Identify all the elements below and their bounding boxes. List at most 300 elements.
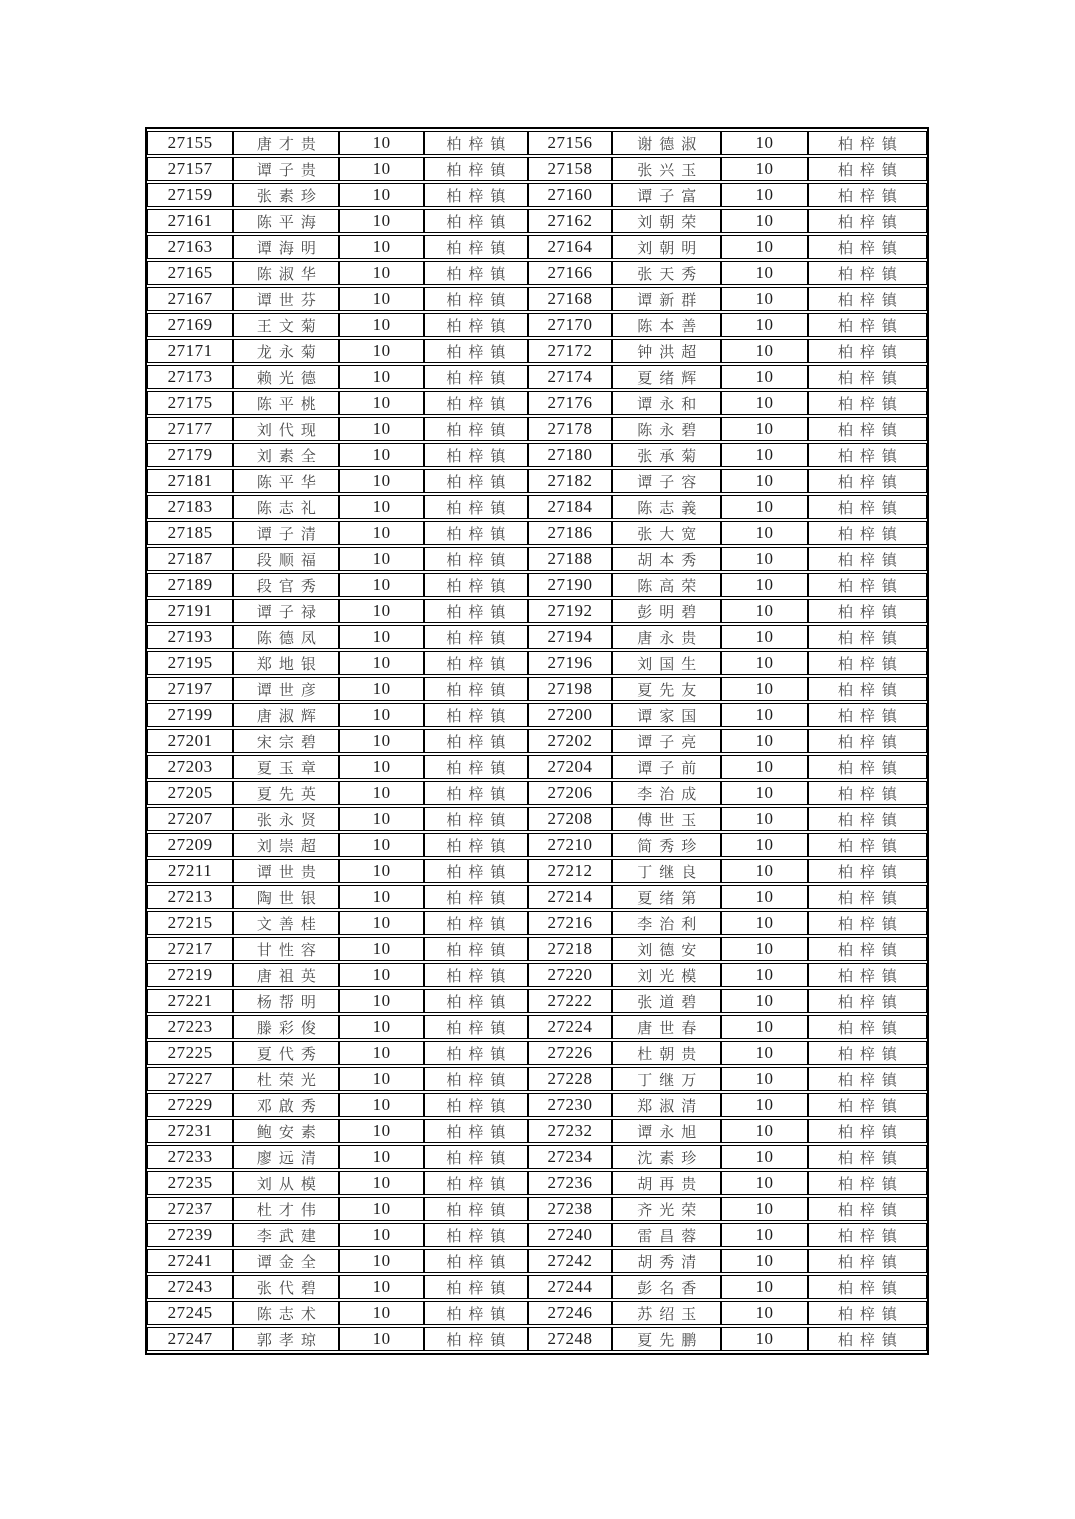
name-cell: 郭孝琼: [233, 1327, 339, 1351]
table-row: [147, 755, 927, 779]
amount-cell: 10: [721, 573, 807, 597]
amount-cell: 10: [721, 599, 807, 623]
name-cell: 刘从模: [233, 1171, 339, 1195]
town-cell: 柏梓镇: [424, 937, 528, 961]
name-cell: 刘朝明: [612, 235, 721, 259]
table-row: [147, 235, 927, 259]
name-cell: 刘光模: [612, 963, 721, 987]
id-cell: 27247: [147, 1327, 233, 1351]
town-cell: 柏梓镇: [424, 755, 528, 779]
name-cell: 唐永贵: [612, 625, 721, 649]
id-cell: 27184: [528, 495, 612, 519]
name-cell: 张兴玉: [612, 157, 721, 181]
amount-cell: 10: [721, 469, 807, 493]
id-cell: 27155: [147, 131, 233, 155]
table-row: [147, 1015, 927, 1039]
town-cell: 柏梓镇: [424, 1015, 528, 1039]
name-cell: 胡本秀: [612, 547, 721, 571]
id-cell: 27218: [528, 937, 612, 961]
amount-cell: 10: [721, 1301, 807, 1325]
amount-cell: 10: [339, 1327, 423, 1351]
name-cell: 谭子清: [233, 521, 339, 545]
amount-cell: 10: [721, 729, 807, 753]
name-cell: 张素珍: [233, 183, 339, 207]
town-cell: 柏梓镇: [808, 339, 927, 363]
name-cell: 齐光荣: [612, 1197, 721, 1221]
name-cell: 谭新群: [612, 287, 721, 311]
town-cell: 柏梓镇: [808, 131, 927, 155]
name-cell: 谭家国: [612, 703, 721, 727]
town-cell: 柏梓镇: [808, 1249, 927, 1273]
name-cell: 唐淑辉: [233, 703, 339, 727]
town-cell: 柏梓镇: [808, 937, 927, 961]
town-cell: 柏梓镇: [808, 547, 927, 571]
table-row: [147, 1327, 927, 1351]
name-cell: 苏绍玉: [612, 1301, 721, 1325]
town-cell: 柏梓镇: [808, 963, 927, 987]
amount-cell: 10: [721, 963, 807, 987]
town-cell: 柏梓镇: [424, 469, 528, 493]
amount-cell: 10: [339, 1067, 423, 1091]
id-cell: 27234: [528, 1145, 612, 1169]
amount-cell: 10: [339, 599, 423, 623]
amount-cell: 10: [339, 937, 423, 961]
town-cell: 柏梓镇: [808, 1041, 927, 1065]
town-cell: 柏梓镇: [424, 625, 528, 649]
amount-cell: 10: [721, 287, 807, 311]
town-cell: 柏梓镇: [808, 989, 927, 1013]
name-cell: 谭世彦: [233, 677, 339, 701]
amount-cell: 10: [339, 183, 423, 207]
town-cell: 柏梓镇: [424, 339, 528, 363]
id-cell: 27174: [528, 365, 612, 389]
table-row: [147, 1275, 927, 1299]
town-cell: 柏梓镇: [808, 651, 927, 675]
amount-cell: 10: [721, 209, 807, 233]
amount-cell: 10: [339, 807, 423, 831]
name-cell: 唐祖英: [233, 963, 339, 987]
name-cell: 陶世银: [233, 885, 339, 909]
amount-cell: 10: [721, 937, 807, 961]
table-row: [147, 183, 927, 207]
name-cell: 唐才贵: [233, 131, 339, 155]
town-cell: 柏梓镇: [808, 261, 927, 285]
table-row: [147, 989, 927, 1013]
table-row: [147, 209, 927, 233]
amount-cell: 10: [721, 313, 807, 337]
town-cell: 柏梓镇: [808, 521, 927, 545]
town-cell: 柏梓镇: [808, 755, 927, 779]
amount-cell: 10: [721, 781, 807, 805]
town-cell: 柏梓镇: [424, 313, 528, 337]
name-cell: 胡再贵: [612, 1171, 721, 1195]
id-cell: 27162: [528, 209, 612, 233]
amount-cell: 10: [721, 833, 807, 857]
name-cell: 傅世玉: [612, 807, 721, 831]
id-cell: 27186: [528, 521, 612, 545]
name-cell: 谭永旭: [612, 1119, 721, 1143]
id-cell: 27213: [147, 885, 233, 909]
id-cell: 27169: [147, 313, 233, 337]
id-cell: 27230: [528, 1093, 612, 1117]
name-cell: 陈志礼: [233, 495, 339, 519]
table-row: [147, 807, 927, 831]
town-cell: 柏梓镇: [808, 417, 927, 441]
town-cell: 柏梓镇: [808, 859, 927, 883]
name-cell: 郑淑清: [612, 1093, 721, 1117]
town-cell: 柏梓镇: [808, 157, 927, 181]
amount-cell: 10: [339, 1145, 423, 1169]
amount-cell: 10: [721, 911, 807, 935]
amount-cell: 10: [339, 963, 423, 987]
amount-cell: 10: [721, 1145, 807, 1169]
amount-cell: 10: [721, 391, 807, 415]
id-cell: 27181: [147, 469, 233, 493]
name-cell: 简秀珍: [612, 833, 721, 857]
amount-cell: 10: [721, 1171, 807, 1195]
id-cell: 27232: [528, 1119, 612, 1143]
id-cell: 27204: [528, 755, 612, 779]
id-cell: 27198: [528, 677, 612, 701]
town-cell: 柏梓镇: [808, 365, 927, 389]
amount-cell: 10: [339, 157, 423, 181]
table-row: [147, 469, 927, 493]
name-cell: 丁继良: [612, 859, 721, 883]
id-cell: 27196: [528, 651, 612, 675]
name-cell: 段官秀: [233, 573, 339, 597]
id-cell: 27168: [528, 287, 612, 311]
name-cell: 夏绪第: [612, 885, 721, 909]
table-row: [147, 391, 927, 415]
amount-cell: 10: [721, 547, 807, 571]
amount-cell: 10: [339, 755, 423, 779]
id-cell: 27190: [528, 573, 612, 597]
town-cell: 柏梓镇: [808, 1093, 927, 1117]
id-cell: 27231: [147, 1119, 233, 1143]
name-cell: 李武建: [233, 1223, 339, 1247]
name-cell: 陈平海: [233, 209, 339, 233]
amount-cell: 10: [721, 1015, 807, 1039]
id-cell: 27164: [528, 235, 612, 259]
amount-cell: 10: [721, 859, 807, 883]
name-cell: 陈永碧: [612, 417, 721, 441]
name-cell: 张永贤: [233, 807, 339, 831]
id-cell: 27160: [528, 183, 612, 207]
id-cell: 27195: [147, 651, 233, 675]
table-row: [147, 937, 927, 961]
town-cell: 柏梓镇: [808, 1145, 927, 1169]
town-cell: 柏梓镇: [808, 1197, 927, 1221]
town-cell: 柏梓镇: [808, 781, 927, 805]
town-cell: 柏梓镇: [808, 1223, 927, 1247]
amount-cell: 10: [339, 1093, 423, 1117]
table-row: [147, 859, 927, 883]
id-cell: 27228: [528, 1067, 612, 1091]
town-cell: 柏梓镇: [424, 573, 528, 597]
town-cell: 柏梓镇: [808, 391, 927, 415]
id-cell: 27212: [528, 859, 612, 883]
amount-cell: 10: [721, 1197, 807, 1221]
town-cell: 柏梓镇: [424, 599, 528, 623]
id-cell: 27191: [147, 599, 233, 623]
amount-cell: 10: [339, 391, 423, 415]
name-cell: 陈平桃: [233, 391, 339, 415]
table-row: [147, 573, 927, 597]
amount-cell: 10: [339, 1275, 423, 1299]
table-row: [147, 625, 927, 649]
town-cell: 柏梓镇: [424, 183, 528, 207]
town-cell: 柏梓镇: [424, 1301, 528, 1325]
id-cell: 27197: [147, 677, 233, 701]
town-cell: 柏梓镇: [424, 1249, 528, 1273]
table-row: [147, 885, 927, 909]
id-cell: 27243: [147, 1275, 233, 1299]
amount-cell: 10: [721, 651, 807, 675]
amount-cell: 10: [339, 1015, 423, 1039]
id-cell: 27171: [147, 339, 233, 363]
id-cell: 27239: [147, 1223, 233, 1247]
table-row: [147, 417, 927, 441]
id-cell: 27233: [147, 1145, 233, 1169]
name-cell: 钟洪超: [612, 339, 721, 363]
town-cell: 柏梓镇: [808, 1275, 927, 1299]
town-cell: 柏梓镇: [424, 365, 528, 389]
id-cell: 27241: [147, 1249, 233, 1273]
town-cell: 柏梓镇: [808, 911, 927, 935]
id-cell: 27193: [147, 625, 233, 649]
town-cell: 柏梓镇: [424, 1041, 528, 1065]
id-cell: 27187: [147, 547, 233, 571]
table-row: [147, 1119, 927, 1143]
name-cell: 张承菊: [612, 443, 721, 467]
id-cell: 27177: [147, 417, 233, 441]
name-cell: 鲍安素: [233, 1119, 339, 1143]
amount-cell: 10: [339, 469, 423, 493]
id-cell: 27210: [528, 833, 612, 857]
table-row: [147, 1067, 927, 1091]
amount-cell: 10: [339, 495, 423, 519]
table-body: [147, 131, 927, 1351]
name-cell: 郑地银: [233, 651, 339, 675]
name-cell: 刘崇超: [233, 833, 339, 857]
town-cell: 柏梓镇: [424, 1171, 528, 1195]
town-cell: 柏梓镇: [424, 131, 528, 155]
id-cell: 27192: [528, 599, 612, 623]
name-cell: 谭世贵: [233, 859, 339, 883]
table-row: [147, 313, 927, 337]
name-cell: 沈素珍: [612, 1145, 721, 1169]
town-cell: 柏梓镇: [808, 1119, 927, 1143]
town-cell: 柏梓镇: [424, 781, 528, 805]
amount-cell: 10: [721, 1249, 807, 1273]
table-row: [147, 599, 927, 623]
table-row: [147, 261, 927, 285]
town-cell: 柏梓镇: [808, 209, 927, 233]
name-cell: 张道碧: [612, 989, 721, 1013]
id-cell: 27183: [147, 495, 233, 519]
town-cell: 柏梓镇: [808, 885, 927, 909]
name-cell: 谭子亮: [612, 729, 721, 753]
amount-cell: 10: [339, 521, 423, 545]
id-cell: 27189: [147, 573, 233, 597]
id-cell: 27223: [147, 1015, 233, 1039]
amount-cell: 10: [721, 1275, 807, 1299]
id-cell: 27202: [528, 729, 612, 753]
table-row: [147, 131, 927, 155]
id-cell: 27229: [147, 1093, 233, 1117]
name-cell: 夏先友: [612, 677, 721, 701]
name-cell: 刘德安: [612, 937, 721, 961]
town-cell: 柏梓镇: [424, 495, 528, 519]
id-cell: 27180: [528, 443, 612, 467]
amount-cell: 10: [339, 703, 423, 727]
name-cell: 刘代现: [233, 417, 339, 441]
id-cell: 27157: [147, 157, 233, 181]
id-cell: 27219: [147, 963, 233, 987]
town-cell: 柏梓镇: [424, 157, 528, 181]
town-cell: 柏梓镇: [808, 677, 927, 701]
id-cell: 27156: [528, 131, 612, 155]
amount-cell: 10: [339, 287, 423, 311]
id-cell: 27215: [147, 911, 233, 935]
name-cell: 夏玉章: [233, 755, 339, 779]
amount-cell: 10: [339, 1197, 423, 1221]
amount-cell: 10: [339, 1301, 423, 1325]
id-cell: 27244: [528, 1275, 612, 1299]
town-cell: 柏梓镇: [424, 1093, 528, 1117]
amount-cell: 10: [339, 911, 423, 935]
name-cell: 夏先鹏: [612, 1327, 721, 1351]
table-row: [147, 1197, 927, 1221]
name-cell: 谭子容: [612, 469, 721, 493]
table-row: [147, 1171, 927, 1195]
amount-cell: 10: [339, 1171, 423, 1195]
id-cell: 27201: [147, 729, 233, 753]
town-cell: 柏梓镇: [424, 651, 528, 675]
town-cell: 柏梓镇: [424, 1067, 528, 1091]
name-cell: 陈平华: [233, 469, 339, 493]
town-cell: 柏梓镇: [424, 703, 528, 727]
amount-cell: 10: [339, 131, 423, 155]
id-cell: 27224: [528, 1015, 612, 1039]
amount-cell: 10: [339, 859, 423, 883]
town-cell: 柏梓镇: [808, 1067, 927, 1091]
id-cell: 27226: [528, 1041, 612, 1065]
town-cell: 柏梓镇: [424, 1275, 528, 1299]
name-cell: 杨帮明: [233, 989, 339, 1013]
name-cell: 彭名香: [612, 1275, 721, 1299]
amount-cell: 10: [721, 989, 807, 1013]
amount-cell: 10: [721, 521, 807, 545]
name-cell: 陈德凤: [233, 625, 339, 649]
table-row: [147, 677, 927, 701]
name-cell: 夏先英: [233, 781, 339, 805]
name-cell: 邓啟秀: [233, 1093, 339, 1117]
name-cell: 谭子富: [612, 183, 721, 207]
amount-cell: 10: [339, 625, 423, 649]
amount-cell: 10: [339, 209, 423, 233]
id-cell: 27159: [147, 183, 233, 207]
name-cell: 李治利: [612, 911, 721, 935]
id-cell: 27165: [147, 261, 233, 285]
amount-cell: 10: [721, 677, 807, 701]
name-cell: 张天秀: [612, 261, 721, 285]
id-cell: 27222: [528, 989, 612, 1013]
name-cell: 陈高荣: [612, 573, 721, 597]
amount-cell: 10: [339, 989, 423, 1013]
town-cell: 柏梓镇: [424, 807, 528, 831]
amount-cell: 10: [721, 131, 807, 155]
town-cell: 柏梓镇: [808, 313, 927, 337]
name-cell: 甘性容: [233, 937, 339, 961]
amount-cell: 10: [721, 495, 807, 519]
table-row: [147, 1145, 927, 1169]
amount-cell: 10: [721, 157, 807, 181]
name-cell: 宋宗碧: [233, 729, 339, 753]
amount-cell: 10: [721, 365, 807, 389]
town-cell: 柏梓镇: [424, 521, 528, 545]
town-cell: 柏梓镇: [424, 1197, 528, 1221]
id-cell: 27176: [528, 391, 612, 415]
id-cell: 27240: [528, 1223, 612, 1247]
name-cell: 张代碧: [233, 1275, 339, 1299]
name-cell: 陈淑华: [233, 261, 339, 285]
name-cell: 滕彩俊: [233, 1015, 339, 1039]
table-row: [147, 1249, 927, 1273]
id-cell: 27221: [147, 989, 233, 1013]
town-cell: 柏梓镇: [424, 885, 528, 909]
amount-cell: 10: [339, 1041, 423, 1065]
id-cell: 27194: [528, 625, 612, 649]
table-row: [147, 833, 927, 857]
name-cell: 夏代秀: [233, 1041, 339, 1065]
amount-cell: 10: [721, 625, 807, 649]
amount-cell: 10: [339, 833, 423, 857]
id-cell: 27199: [147, 703, 233, 727]
name-cell: 谭海明: [233, 235, 339, 259]
id-cell: 27246: [528, 1301, 612, 1325]
id-cell: 27175: [147, 391, 233, 415]
id-cell: 27158: [528, 157, 612, 181]
amount-cell: 10: [721, 183, 807, 207]
table-row: [147, 521, 927, 545]
id-cell: 27245: [147, 1301, 233, 1325]
table-row: [147, 1093, 927, 1117]
amount-cell: 10: [339, 1223, 423, 1247]
town-cell: 柏梓镇: [808, 573, 927, 597]
name-cell: 谭子前: [612, 755, 721, 779]
town-cell: 柏梓镇: [808, 469, 927, 493]
town-cell: 柏梓镇: [808, 495, 927, 519]
name-cell: 夏绪辉: [612, 365, 721, 389]
town-cell: 柏梓镇: [424, 1223, 528, 1247]
id-cell: 27170: [528, 313, 612, 337]
id-cell: 27211: [147, 859, 233, 883]
town-cell: 柏梓镇: [808, 729, 927, 753]
town-cell: 柏梓镇: [424, 859, 528, 883]
table-row: [147, 963, 927, 987]
name-cell: 文善桂: [233, 911, 339, 935]
amount-cell: 10: [339, 573, 423, 597]
roster-table: [145, 127, 929, 1355]
name-cell: 廖远清: [233, 1145, 339, 1169]
town-cell: 柏梓镇: [808, 183, 927, 207]
id-cell: 27206: [528, 781, 612, 805]
id-cell: 27238: [528, 1197, 612, 1221]
town-cell: 柏梓镇: [424, 391, 528, 415]
amount-cell: 10: [721, 417, 807, 441]
table-row: [147, 703, 927, 727]
